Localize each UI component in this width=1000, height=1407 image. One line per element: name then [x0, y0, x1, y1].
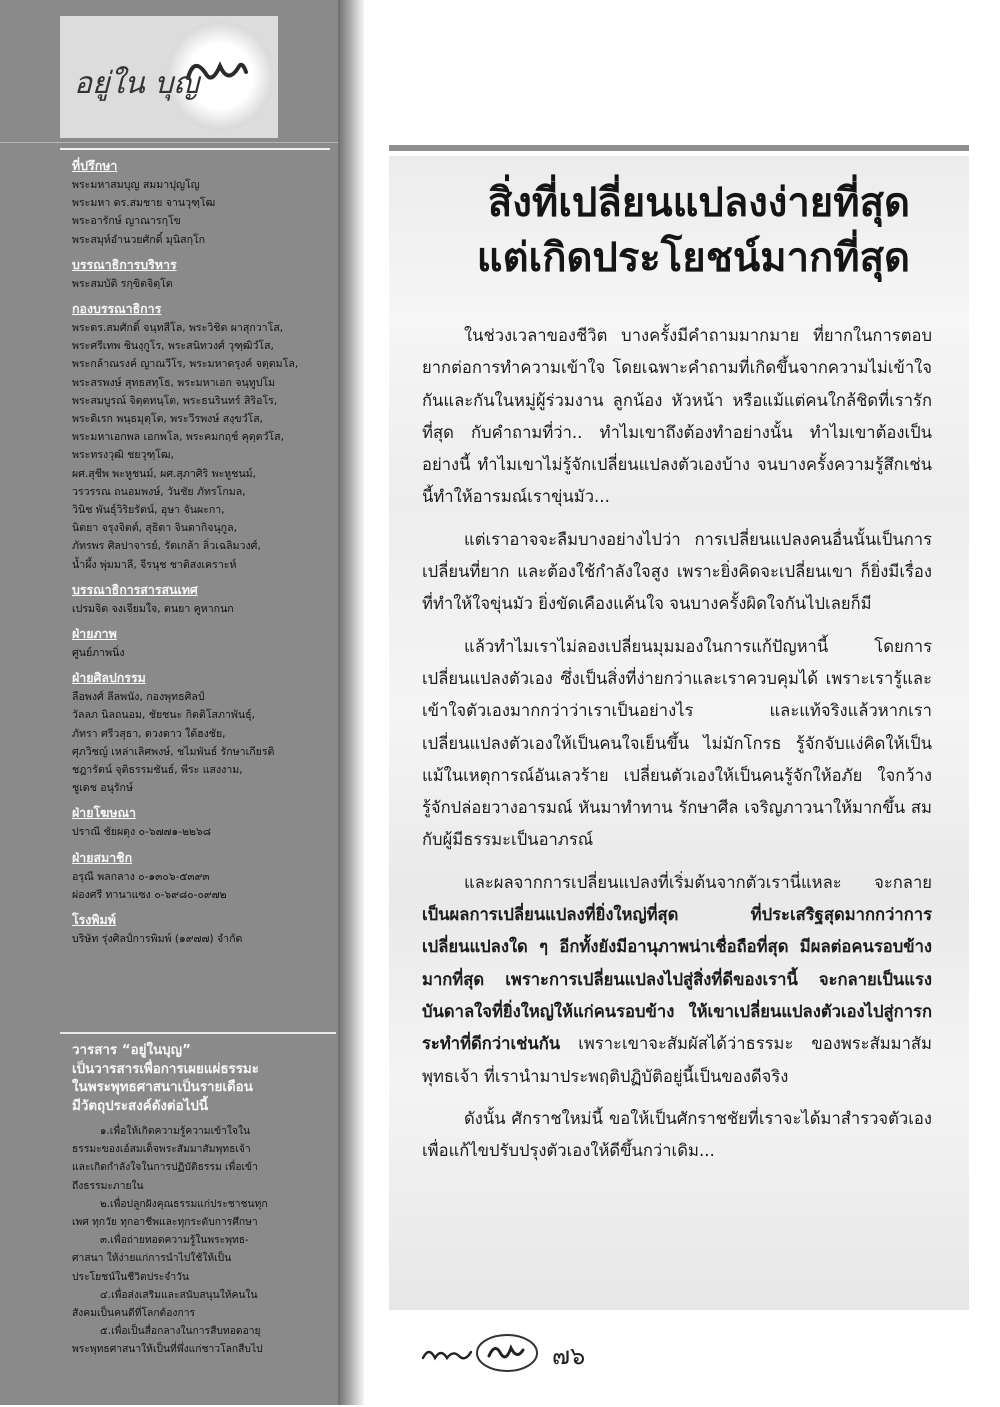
- credit-line: พระสมุห์อำนวยศักดิ์ มุนิสกฺโก: [72, 233, 206, 246]
- paragraph-4: [422, 867, 932, 1093]
- mission-items: [72, 1122, 334, 1359]
- credit-line: อรุณี พลกลาง ๐-๑๓๐๖-๕๓๙๓: [72, 870, 210, 883]
- section-heading: ฝ่ายภาพ: [72, 626, 117, 642]
- paragraph-2: แต่เราอาจจะลืมบางอย่างไปว่า การเปลี่ยนแปลงคนอื่นนั้นเป็นการเปลี่ยนที่ยาก และต้องใช้กำลังใจสูง เพราะยิ่งคิดจะเปลี่ยนเขา ก็ยิ่งมีเรื่องที่ทำให้ใจขุ่นมัว ยิ่งขัดเคืองแค้นใจ จนบางครั้งผิดใจกันไปเลยก็มี: [422, 529, 932, 614]
- credit-line: ภัทรา ศรีวสุธา, ดวงดาว ใต้ฮงชัย,: [72, 727, 226, 740]
- credit-line: พระทรงวุฒิ ชยวุฑฺโฒ,: [72, 449, 174, 462]
- credit-line: พระสรพงษ์ สุทธสทฺโธ, พระมหาเอก จนฺทูปโม: [72, 376, 276, 389]
- mission-title-line: มีวัตถุประสงค์ดังต่อไปนี้: [72, 1098, 209, 1114]
- mission-item-line: สังคมเป็นคนดีที่โลกต้องการ: [72, 1307, 196, 1320]
- section-heading: ฝ่ายศิลปกรรม: [72, 670, 146, 686]
- mission-item-line: พระพุทธศาสนาให้เป็นที่พึ่งแก่ชาวโลกสืบไป: [72, 1343, 263, 1356]
- mission-title-line: ในพระพุทธศาสนาเป็นรายเดือน: [72, 1080, 253, 1095]
- section-heading: โรงพิมพ์: [72, 912, 116, 928]
- credit-line: ชฎารัตน์ จุติธรรมชันธ์, พีระ แสงงาม,: [72, 764, 243, 777]
- footer-logo-icon: [417, 1332, 547, 1374]
- credit-line: นิตยา จรุงจิตต์, สุธิดา จินดากิจนุกูล,: [72, 522, 237, 535]
- section-heading: ที่ปรึกษา: [72, 158, 118, 173]
- paragraph-4-bold: เป็นผลการเปลี่ยนแปลงที่ยิ่งใหญ่ที่สุด ที่ประเสริฐสุดมากกว่าการเปลี่ยนแปลงใด ๆ อีกทั้งยังมีอานุภาพน่าเชื่อถือที่สุด มีผลต่อคนรอบข้างมากที่สุด เพราะการเปลี่ยนแปลงไปสู่สิ่งที่ดีของเรานี้ จะกลายเป็นแรงบันดาลใจที่ยิ่งใหญ่ให้แก่คนรอบข้าง ให้เขาเปลี่ยนแปลงตัวเองไปสู่การกระทำที่ดีกว่าเช่นกัน: [422, 905, 932, 1054]
- mission-item-line: เพศ ทุกวัย ทุกอาชีพและทุกระดับการศึกษา: [72, 1216, 258, 1229]
- mission-title: [72, 1042, 334, 1116]
- mission-item-line: ๕.เพื่อเป็นสื่อกลางในการสืบทอดอายุ: [100, 1325, 261, 1338]
- paragraph-4-lead: และผลจากการเปลี่ยนแปลงที่เริ่มต้นจากตัวเรานี่แหละ จะกลาย: [464, 872, 932, 892]
- sidebar-divider-light: [60, 148, 330, 150]
- credit-line: ชูเดช อนุรักษ์: [72, 782, 133, 795]
- credit-line: ผศ.สุชีพ พะหูชนม์, ผศ.สุภาศิริ พะหูชนม์,: [72, 467, 257, 480]
- credit-line: ปราณี ชัยผดุง ๐-๖๗๗๑-๒๒๖๘: [72, 826, 211, 839]
- section-heading: ฝ่ายสมาชิก: [72, 849, 133, 865]
- credit-line: พระอารักษ์ ญาณารกฺโข: [72, 215, 181, 228]
- credit-line: พระมหา ดร.สมชาย จานวุฑฺโฒ: [72, 197, 216, 210]
- sidebar-divider: [0, 142, 338, 143]
- paragraph-5: ดังนั้น ศักราชใหม่นี้ ขอให้เป็นศักราชชัยที่เราจะได้มาสำรวจตัวเอง เพื่อแก้ไขปรับปรุงตัวเองให้ดีขึ้นกว่าเดิม...: [422, 1108, 932, 1161]
- page-number: ๗๖: [552, 1342, 586, 1370]
- credit-line: ภัทรพร ศิลปาจารย์, รัตเกล้า ลิ่วเฉลิมวงศ์,: [72, 540, 261, 553]
- credit-line: ลือพงศ์ ลีลพนัง, กองพุทธศิลป์: [72, 691, 205, 704]
- mission-item-line: ธรรมะของเอ์สมเด็จพระสัมมาสัมพุทธเจ้า: [72, 1143, 251, 1156]
- credit-line: พระดร.สมศักดิ์ จนฺทสีโล, พระวิชิต ผาสุกวาโส,: [72, 322, 284, 335]
- masthead-credits: [72, 156, 334, 948]
- title-line-1: สิ่งที่เปลี่ยนแปลงง่ายที่สุด: [487, 180, 910, 226]
- mission-item-line: ๒.เพื่อปลูกฝังคุณธรรมแก่ประชาชนทุก: [100, 1197, 268, 1210]
- credit-line: บริษัท รุ่งศิลป์การพิมพ์ (๑๙๗๗) จำกัด: [72, 933, 243, 946]
- mission-item-line: และเกิดกำลังใจในการปฏิบัติธรรม เพื่อเข้า: [72, 1161, 258, 1174]
- paragraph-4-tail: เพราะเขาจะสัมผัสได้ว่าธรรมะ ของพระสัมมาสัมพุทธเจ้า ที่เรานำมาประพฤติปฏิบัติอยู่นี้เป็นของดีจริง: [422, 1034, 932, 1086]
- mission-item-line: ศาสนา ให้ง่ายแก่การนำไปใช้ให้เป็น: [72, 1252, 232, 1265]
- title-line-2: แต่เกิดประโยชน์มากที่สุด: [476, 235, 910, 281]
- credit-line: พระศรีเทพ ชินงฺกูโร, พระสนิทวงศ์ วุฑฺฒิวํโส,: [72, 340, 274, 353]
- mission-title-line: เป็นวารสารเพื่อการเผยแผ่ธรรมะ: [72, 1061, 259, 1077]
- credit-line: พระสมบูรณ์ จิตฺตทนฺโต, พระธนรินทร์ สิริอโร,: [72, 394, 278, 407]
- credit-line: วัลลภ นิลถนอม, ชัยชนะ กิตติโสภาพันธุ์,: [72, 709, 255, 722]
- credit-line: พระสมบัติ รกฺขิตจิตฺโต: [72, 277, 173, 290]
- article-top-bar: [389, 145, 969, 151]
- mission-title-line: วารสาร “อยู่ในบุญ”: [72, 1043, 191, 1058]
- magazine-logo: [60, 16, 278, 138]
- credit-line: เปรมจิต จงเจียมใจ, ดนยา คูหากนก: [72, 602, 234, 615]
- logo-text: อยู่ใน บุญ: [74, 66, 199, 101]
- section-heading: บรรณาธิการบริหาร: [72, 256, 177, 272]
- section-heading: กองบรรณาธิการ: [72, 301, 162, 317]
- paragraph-3: แล้วทำไมเราไม่ลองเปลี่ยนมุมมองในการแก้ปัญหานี้ โดยการเปลี่ยนแปลงตัวเอง ซึ่งเป็นสิ่งที่ง่ายกว่าและเราควบคุมได้ เพราะเรารู้และเข้าใจตัวเองมากกว่าว่าเราเป็นอย่างไร และแท้จริงแล้วหากเราเปลี่ยนแปลงตัวเองให้เป็นคนใจเย็นขึ้น ไม่มักโกรธ รู้จักจับแง่คิดให้เป็น แม้ในเหตุการณ์อันเลวร้าย เปลี่ยนตัวเองให้เป็นคนรู้จักให้อภัย ใจกว้าง รู้จักปล่อยวางอารมณ์ หันมาทำทาน รักษาศีล เจริญภาวนาให้มากขึ้น สมกับผู้มีธรรมะเป็นอาภรณ์: [422, 636, 932, 850]
- paragraph-1: ในช่วงเวลาของชีวิต บางครั้งมีคำถามมากมาย ที่ยากในการตอบยากต่อการทำความเข้าใจ โดยเฉพาะคำถามที่เกิดขึ้นจากความไม่เข้าใจกันและกันในหมู่ผู้ร่วมงาน ลูกน้อง หัวหน้า หรือแม้แต่คนใกล้ชิดที่เรารักที่สุด กับคำถามที่ว่า.. ทำไมเขาถึงต้องทำอย่างนั้น ทำไมเขาต้องเป็นอย่างนี้ ทำไมเขาไม่รู้จักเปลี่ยนแปลงตัวเองบ้าง จนบางครั้งความรู้สึกเช่นนี้ทำให้อารมณ์เราขุ่นมัว...: [422, 326, 932, 507]
- article-body: [422, 320, 932, 1177]
- credit-line: พระกล้าณรงค์ ญาณวีโร, พระมหาดรุงค์ จตฺตมโล,: [72, 358, 299, 371]
- mission-item-line: ๓.เพื่อถ่ายทอดความรู้ในพระพุทธ-: [100, 1234, 249, 1247]
- mission-box: [60, 1032, 336, 1407]
- footer-logo: [417, 1332, 547, 1374]
- sidebar-shadow: [338, 0, 364, 1405]
- credit-line: ผ่องศรี ทานาแซง ๐-๖๙๘๐-๐๙๗๒: [72, 888, 227, 901]
- section-heading: บรรณาธิการสารสนเทศ: [72, 581, 198, 597]
- credit-line: พระมหาสมบุญ สมมาปุญโญ: [72, 179, 200, 191]
- credit-line: วรวรรณ ถนอมพงษ์, วันชัย ภัทรโกมล,: [72, 485, 246, 498]
- section-heading: ฝ่ายโฆษณา: [72, 805, 136, 821]
- article-title: [395, 176, 910, 286]
- credit-line: พระมหาเอกพล เอกพโล, พระคมกฤช์ คุตฺตวํโส,: [72, 431, 284, 444]
- credit-line: พระดิเรก พนฺธมุตฺโต, พระวีรพงษ์ สงฺขวํโส,: [72, 413, 264, 426]
- credit-line: วินิช พันธุ์วิริยรัตน์, อุษา จันผะกา,: [72, 504, 225, 517]
- mission-item-line: ๑.เพื่อให้เกิดความรู้ความเข้าใจใน: [100, 1125, 251, 1137]
- credit-line: ศุภวิชญ์ เหล่าเลิศพงษ์, ชไมพันธ์ รักษาเกียรติ: [72, 745, 275, 758]
- credit-line: ศูนย์ภาพนิ่ง: [72, 647, 125, 660]
- mission-item-line: ๔.เพื่อส่งเสริมและสนับสนุนให้คนใน: [100, 1288, 258, 1301]
- mission-item-line: ถึงธรรมะภายใน: [72, 1179, 144, 1192]
- credit-line: น้ำผึ้ง พุ่มมาลี, จีรนุช ชาติสงเคราะห์: [72, 558, 237, 571]
- mission-item-line: ประโยชน์ในชีวิตประจำวัน: [72, 1270, 189, 1283]
